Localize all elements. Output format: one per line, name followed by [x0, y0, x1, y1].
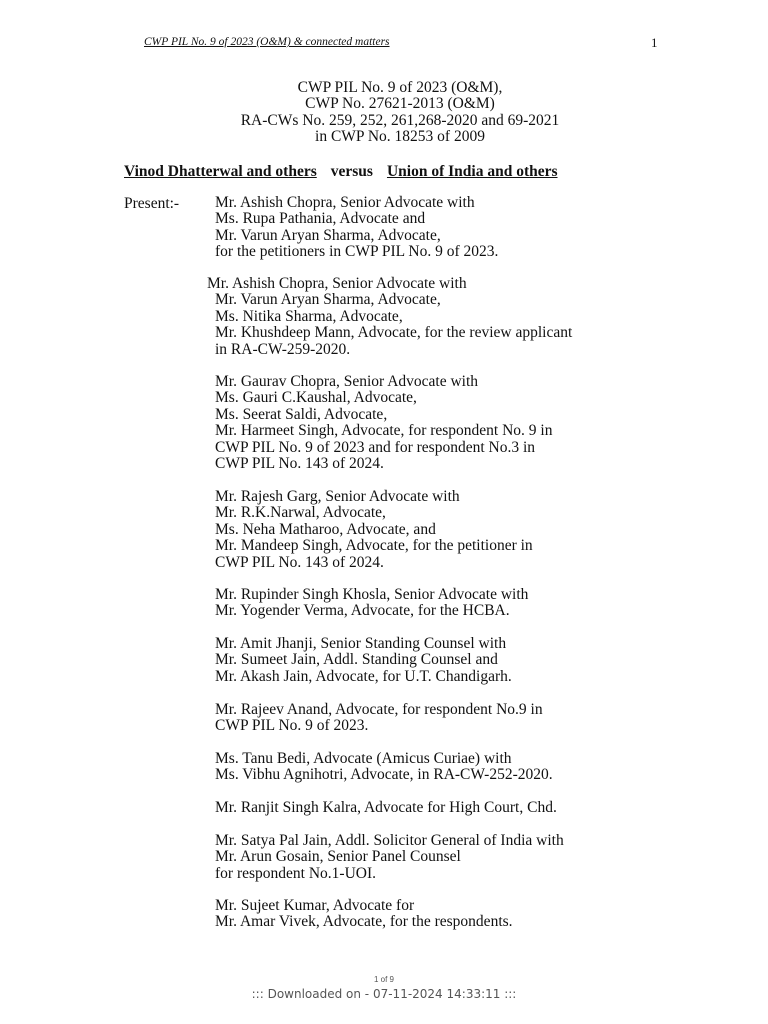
counsel-line: Mr. Harmeet Singh, Advocate, for respondent No. 9 in [215, 422, 553, 440]
petitioner-name: Vinod Dhatterwal and others [124, 163, 317, 180]
counsel-line: Mr. Varun Aryan Sharma, Advocate, [215, 291, 441, 309]
counsel-line: CWP PIL No. 9 of 2023 and for respondent No.3 in [215, 438, 536, 456]
parties-line [124, 163, 558, 181]
counsel-line: Mr. Ashish Chopra, Senior Advocate with [215, 194, 475, 211]
page-number: 1 [651, 35, 658, 50]
counsel-line: Mr. Rajeev Anand, Advocate, for respondent No.9 in [215, 701, 543, 718]
counsel-line: for respondent No.1-UOI. [215, 864, 376, 882]
counsel-line: Mr. Amar Vivek, Advocate, for the respondents. [215, 913, 513, 931]
counsel-group [215, 195, 498, 261]
counsel-group [215, 702, 543, 735]
counsel-line: Ms. Gauri C.Kaushal, Advocate, [215, 389, 417, 407]
counsel-line: Mr. Arun Gosain, Senior Panel Counsel [215, 848, 461, 866]
counsel-line: Mr. Akash Jain, Advocate, for U.T. Chandigarh. [215, 667, 512, 685]
download-stamp: ::: Downloaded on - 07-11-2024 14:33:11 ::: [251, 987, 517, 1001]
counsel-line: Ms. Neha Matharoo, Advocate, and [215, 520, 436, 538]
counsel-line: Mr. Ranjit Singh Kalra, Advocate for High Court, Chd. [215, 799, 557, 816]
counsel-group [215, 587, 528, 620]
counsel-line: Mr. Varun Aryan Sharma, Advocate, [215, 226, 441, 244]
counsel-line: Ms. Nitika Sharma, Advocate, [215, 307, 403, 325]
counsel-line: Mr. Sujeet Kumar, Advocate for [215, 897, 415, 914]
counsel-group [215, 800, 557, 816]
counsel-line: Mr. R.K.Narwal, Advocate, [215, 504, 386, 522]
counsel-line: Mr. Satya Pal Jain, Addl. Solicitor General of India with [215, 832, 564, 849]
counsel-group [215, 898, 513, 931]
counsel-line: Ms. Rupa Pathania, Advocate and [215, 210, 426, 228]
counsel-line: Mr. Rupinder Singh Khosla, Senior Advocate with [215, 586, 529, 603]
counsel-line: Mr. Sumeet Jain, Addl. Standing Counsel and [215, 651, 498, 669]
respondent-name: Union of India and others [386, 163, 558, 180]
counsel-line: CWP PIL No. 9 of 2023. [215, 717, 369, 735]
counsel-line: Ms. Tanu Bedi, Advocate (Amicus Curiae) with [215, 750, 512, 767]
counsel-line: Mr. Ashish Chopra, Senior Advocate with [207, 275, 467, 292]
counsel-line: CWP PIL No. 143 of 2024. [215, 455, 384, 473]
counsel-line: Ms. Seerat Saldi, Advocate, [215, 405, 388, 423]
counsel-line: Mr. Rajesh Garg, Senior Advocate with [215, 488, 460, 505]
counsel-group [215, 751, 553, 784]
case-title-line: CWP No. 27621-2013 (O&M) [305, 95, 495, 113]
present-label: Present:- [124, 195, 180, 212]
counsel-line: Mr. Yogender Verma, Advocate, for the HCBA. [215, 602, 510, 620]
counsel-line: Mr. Mandeep Singh, Advocate, for the petitioner in [215, 537, 533, 555]
case-title-line: CWP PIL No. 9 of 2023 (O&M), [297, 79, 503, 96]
case-title-line: in CWP No. 18253 of 2009 [315, 128, 485, 146]
counsel-line: Ms. Vibhu Agnihotri, Advocate, in RA-CW-252-2020. [215, 766, 553, 784]
counsel-line: Mr. Gaurav Chopra, Senior Advocate with [215, 373, 479, 390]
counsel-group [215, 374, 553, 472]
counsel-group [215, 833, 564, 882]
counsel-line: CWP PIL No. 143 of 2024. [215, 553, 384, 571]
counsel-line: Mr. Amit Jhanji, Senior Standing Counsel with [215, 635, 507, 652]
running-header: CWP PIL No. 9 of 2023 (O&M) & connected matters [144, 36, 390, 48]
case-title-line: RA-CWs No. 259, 252, 261,268-2020 and 69-2021 [240, 111, 560, 129]
counsel-line: Mr. Khushdeep Mann, Advocate, for the review applicant [215, 324, 573, 342]
counsel-group [215, 489, 533, 571]
versus-text: versus [330, 163, 373, 180]
counsel-group [215, 636, 512, 685]
counsel-group [207, 275, 573, 358]
counsel-line: in RA-CW-259-2020. [215, 340, 351, 358]
page-count: 1 of 9 [373, 975, 394, 984]
counsel-line: for the petitioners in CWP PIL No. 9 of 2023. [215, 243, 499, 261]
case-title [180, 80, 620, 146]
